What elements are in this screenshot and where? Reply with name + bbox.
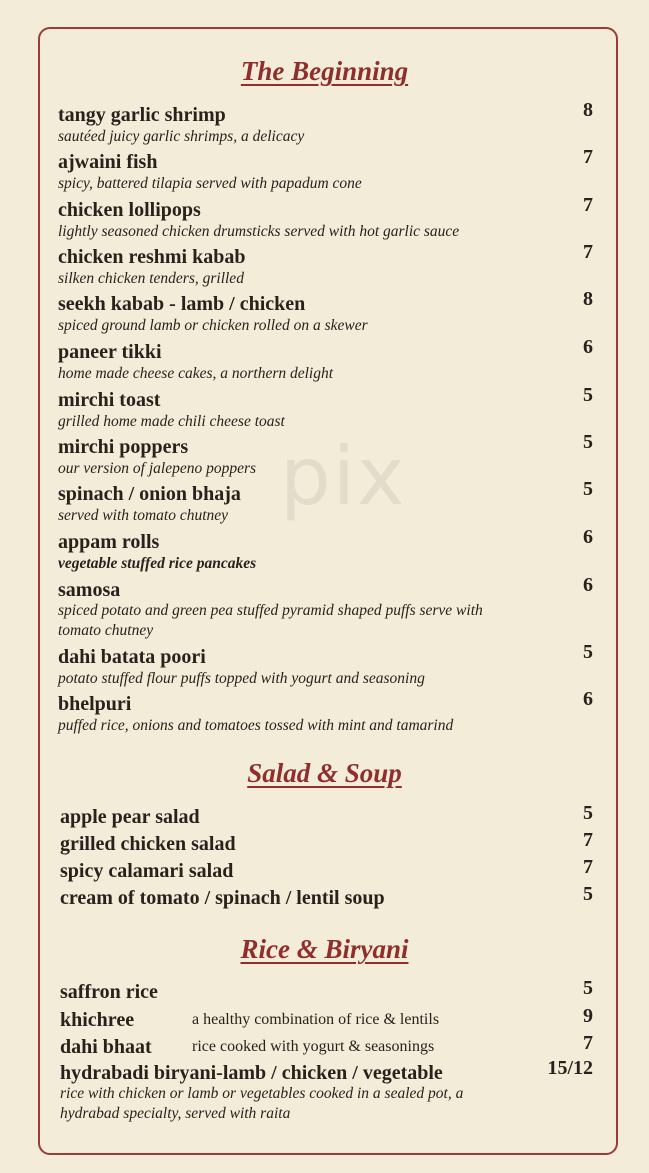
- item-name: chicken reshmi kabab: [58, 246, 246, 268]
- item-name: saffron rice: [60, 981, 158, 1003]
- item-name: cream of tomato / spinach / lentil soup: [60, 887, 385, 909]
- item-price: 7: [583, 194, 593, 216]
- item-name: apple pear salad: [60, 806, 200, 828]
- menu-item: [58, 574, 593, 647]
- item-price: 6: [583, 336, 593, 358]
- item-description: spiced potato and green pea stuffed pyramid shaped puffs serve with tomato chutney: [58, 602, 483, 639]
- menu-item: [58, 526, 593, 581]
- section-title-the-beginning: The Beginning: [240, 56, 409, 86]
- item-description: home made cheese cakes, a northern delight: [58, 365, 334, 382]
- item-price: 5: [583, 431, 593, 453]
- item-price: 5: [583, 641, 593, 663]
- menu-item: [58, 241, 593, 296]
- item-price: 5: [583, 384, 593, 406]
- item-name: khichree: [60, 1009, 135, 1031]
- menu-item: [60, 1005, 593, 1035]
- menu-item: [58, 688, 593, 743]
- item-price: 15/12: [547, 1057, 593, 1079]
- item-description: puffed rice, onions and tomatoes tossed with mint and tamarind: [58, 717, 454, 734]
- item-price: 6: [583, 526, 593, 548]
- item-name: appam rolls: [58, 531, 160, 553]
- item-price: 9: [583, 1005, 593, 1027]
- item-price: 7: [583, 146, 593, 168]
- item-name: spicy calamari salad: [60, 860, 234, 882]
- item-name: tangy garlic shrimp: [58, 104, 226, 126]
- menu-item: [60, 883, 593, 913]
- item-price: 7: [583, 829, 593, 851]
- item-description: spiced ground lamb or chicken rolled on a skewer: [58, 317, 368, 334]
- item-price: 5: [583, 883, 593, 905]
- item-price: 8: [583, 99, 593, 121]
- item-name: hydrabadi biryani-lamb / chicken / vegetable: [60, 1062, 443, 1084]
- item-name: grilled chicken salad: [60, 833, 236, 855]
- item-name: samosa: [58, 579, 121, 601]
- item-description: spicy, battered tilapia served with papadum cone: [58, 175, 362, 192]
- item-name: chicken lollipops: [58, 199, 201, 221]
- item-price: 7: [583, 241, 593, 263]
- menu-item: [58, 146, 593, 201]
- item-price: 7: [583, 856, 593, 878]
- item-price: 5: [583, 802, 593, 824]
- item-name: mirchi toast: [58, 389, 161, 411]
- section-title-rice-biryani: Rice & Biryani: [240, 934, 409, 964]
- item-description: potato stuffed flour puffs topped with yogurt and seasoning: [58, 670, 425, 687]
- item-name: dahi batata poori: [58, 646, 206, 668]
- menu-item: [58, 336, 593, 391]
- item-description: our version of jalepeno poppers: [58, 460, 257, 477]
- item-description: rice cooked with yogurt & seasonings: [192, 1038, 435, 1055]
- menu-item: [58, 384, 593, 439]
- menu-item: [60, 856, 593, 886]
- item-price: 8: [583, 288, 593, 310]
- menu-item: [60, 802, 593, 832]
- item-description: sautéed juicy garlic shrimps, a delicacy: [58, 128, 305, 145]
- section-title-salad-soup: Salad & Soup: [247, 758, 402, 788]
- item-price: 6: [583, 574, 593, 596]
- menu-item: [58, 431, 593, 486]
- item-description: a healthy combination of rice & lentils: [192, 1011, 440, 1028]
- item-description: lightly seasoned chicken drumsticks served with hot garlic sauce: [58, 223, 460, 240]
- item-description: served with tomato chutney: [58, 507, 229, 524]
- menu-item: [58, 288, 593, 343]
- menu-item: [60, 829, 593, 859]
- item-price: 6: [583, 688, 593, 710]
- item-name: mirchi poppers: [58, 436, 189, 458]
- menu-item: [58, 99, 593, 154]
- item-description: grilled home made chili cheese toast: [58, 413, 285, 430]
- item-price: 5: [583, 478, 593, 500]
- item-name: spinach / onion bhaja: [58, 483, 241, 505]
- item-price: 7: [583, 1032, 593, 1054]
- item-name: paneer tikki: [58, 341, 162, 363]
- item-description: silken chicken tenders, grilled: [58, 270, 244, 287]
- menu-item: [60, 1032, 593, 1062]
- item-name: seekh kabab - lamb / chicken: [58, 293, 306, 315]
- menu-item: [58, 194, 593, 249]
- item-description: vegetable stuffed rice pancakes: [58, 555, 257, 572]
- menu-item: [58, 478, 593, 533]
- item-name: bhelpuri: [58, 693, 132, 715]
- item-price: 5: [583, 977, 593, 999]
- menu-item: [60, 1057, 593, 1132]
- item-name: dahi bhaat: [60, 1036, 152, 1058]
- item-name: ajwaini fish: [58, 151, 158, 173]
- menu-item: [60, 977, 593, 1007]
- watermark: pix: [280, 430, 407, 523]
- menu-item: [58, 641, 593, 696]
- item-description: rice with chicken or lamb or vegetables cooked in a sealed pot, a hydrabad specialty, served with raita: [60, 1085, 464, 1122]
